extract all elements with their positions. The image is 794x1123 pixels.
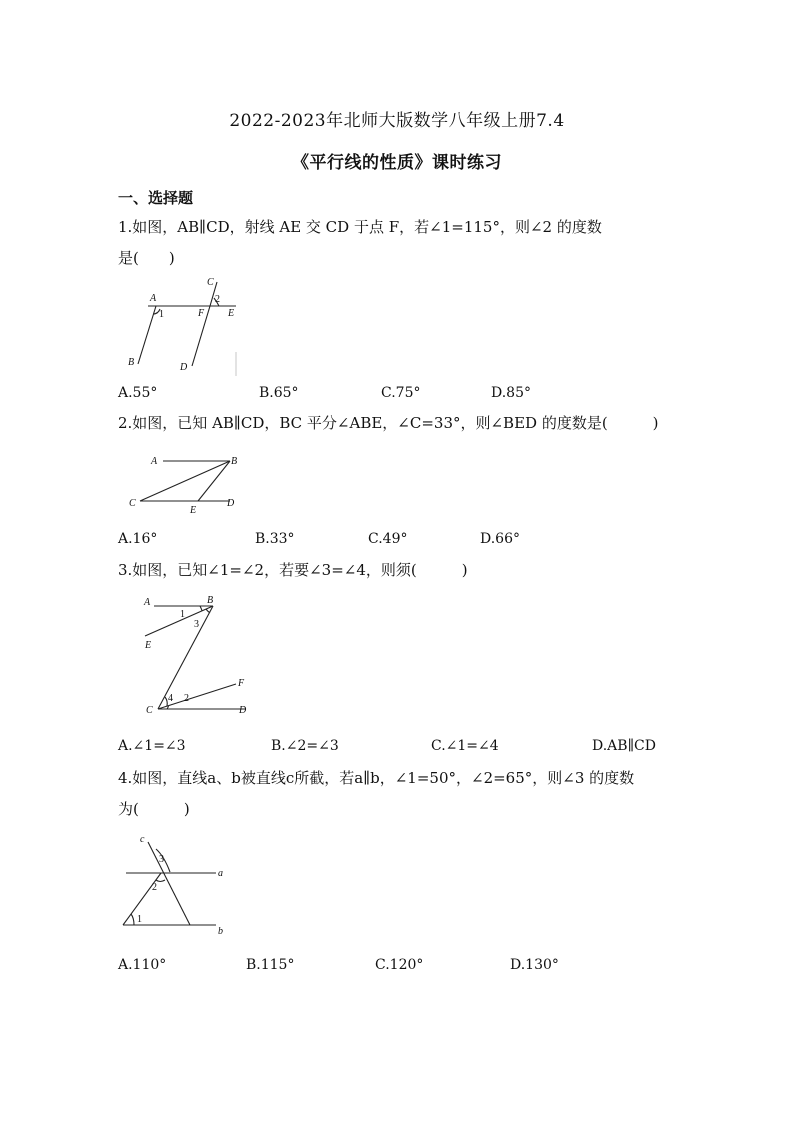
angle-3-arc (206, 609, 210, 612)
q2-option-c[interactable]: C.49° (368, 531, 408, 547)
line-ab (138, 306, 156, 364)
label-d: D (239, 705, 247, 716)
q2-option-d[interactable]: D.66° (480, 531, 520, 547)
label-c: C (146, 705, 153, 716)
label-a: A (144, 597, 151, 608)
label-b: B (128, 357, 135, 368)
label-b: B (207, 595, 214, 606)
label-angle-2: 2 (215, 294, 220, 305)
question-3-figure (118, 592, 258, 722)
label-c: C (129, 498, 136, 509)
question-4-stem-cont: 为( ) (118, 800, 190, 818)
question-3-stem: 3.如图，已知∠1=∠2，若要∠3=∠4，则须( ) (118, 561, 468, 579)
q1-option-a[interactable]: A.55° (118, 385, 158, 401)
label-b: b (218, 926, 223, 937)
question-1-stem: 1.如图，AB∥CD，射线 AE 交 CD 于点 F，若∠1=115°，则∠2 的度数 (118, 218, 602, 236)
line-be (198, 461, 230, 501)
angle-4-arc (165, 697, 167, 706)
label-c: C (207, 277, 214, 288)
label-e: E (145, 640, 152, 651)
label-c: c (140, 834, 145, 845)
label-angle-4: 4 (168, 693, 173, 704)
angle-1-arc (200, 606, 202, 611)
angle-1-arc (131, 914, 134, 925)
q1-option-c[interactable]: C.75° (381, 385, 421, 401)
q3-option-c[interactable]: C.∠1=∠4 (431, 738, 499, 754)
section-heading: 一、选择题 (118, 189, 194, 207)
label-d: D (180, 362, 188, 373)
q3-option-d[interactable]: D.AB∥CD (592, 738, 656, 754)
label-angle-3: 3 (194, 619, 199, 630)
q2-option-b[interactable]: B.33° (255, 531, 295, 547)
label-e: E (190, 505, 197, 516)
question-4-figure (118, 830, 248, 942)
label-a: a (218, 868, 223, 879)
triangle-side (123, 873, 161, 925)
q4-option-d[interactable]: D.130° (510, 957, 559, 973)
label-f: F (238, 678, 245, 689)
q4-option-c[interactable]: C.120° (375, 957, 424, 973)
label-f: F (198, 308, 205, 319)
line-bc (140, 461, 230, 501)
doc-title: 2022-2023年北师大版数学八年级上册7.4 (229, 111, 565, 131)
q4-option-a[interactable]: A.110° (118, 957, 167, 973)
question-2-figure (118, 448, 248, 518)
q1-option-d[interactable]: D.85° (491, 385, 531, 401)
label-angle-1: 1 (137, 914, 142, 925)
angle-2-arc (156, 880, 165, 882)
q2-option-a[interactable]: A.16° (118, 531, 158, 547)
q1-option-b[interactable]: B.65° (259, 385, 299, 401)
line-be (145, 606, 213, 636)
label-a: A (150, 293, 157, 304)
label-angle-1: 1 (180, 609, 185, 620)
label-b: B (231, 456, 238, 467)
label-a: A (151, 456, 158, 467)
q3-option-a[interactable]: A.∠1=∠3 (118, 738, 186, 754)
q3-option-b[interactable]: B.∠2=∠3 (271, 738, 339, 754)
question-1-figure (118, 276, 248, 376)
label-d: D (227, 498, 235, 509)
label-angle-2: 2 (152, 882, 157, 893)
question-2-stem: 2.如图，已知 AB∥CD，BC 平分∠ABE，∠C=33°，则∠BED 的度数是( ) (118, 414, 659, 432)
question-4-stem: 4.如图，直线a、b被直线c所截，若a∥b，∠1=50°，∠2=65°，则∠3 的度数 (118, 769, 635, 787)
label-e: E (228, 308, 235, 319)
label-angle-1: 1 (159, 309, 164, 320)
label-angle-3: 3 (159, 854, 164, 865)
doc-subtitle: 《平行线的性质》课时练习 (292, 153, 502, 173)
q4-option-b[interactable]: B.115° (246, 957, 295, 973)
question-1-stem-cont: 是( ) (118, 249, 175, 267)
label-angle-2: 2 (184, 693, 189, 704)
